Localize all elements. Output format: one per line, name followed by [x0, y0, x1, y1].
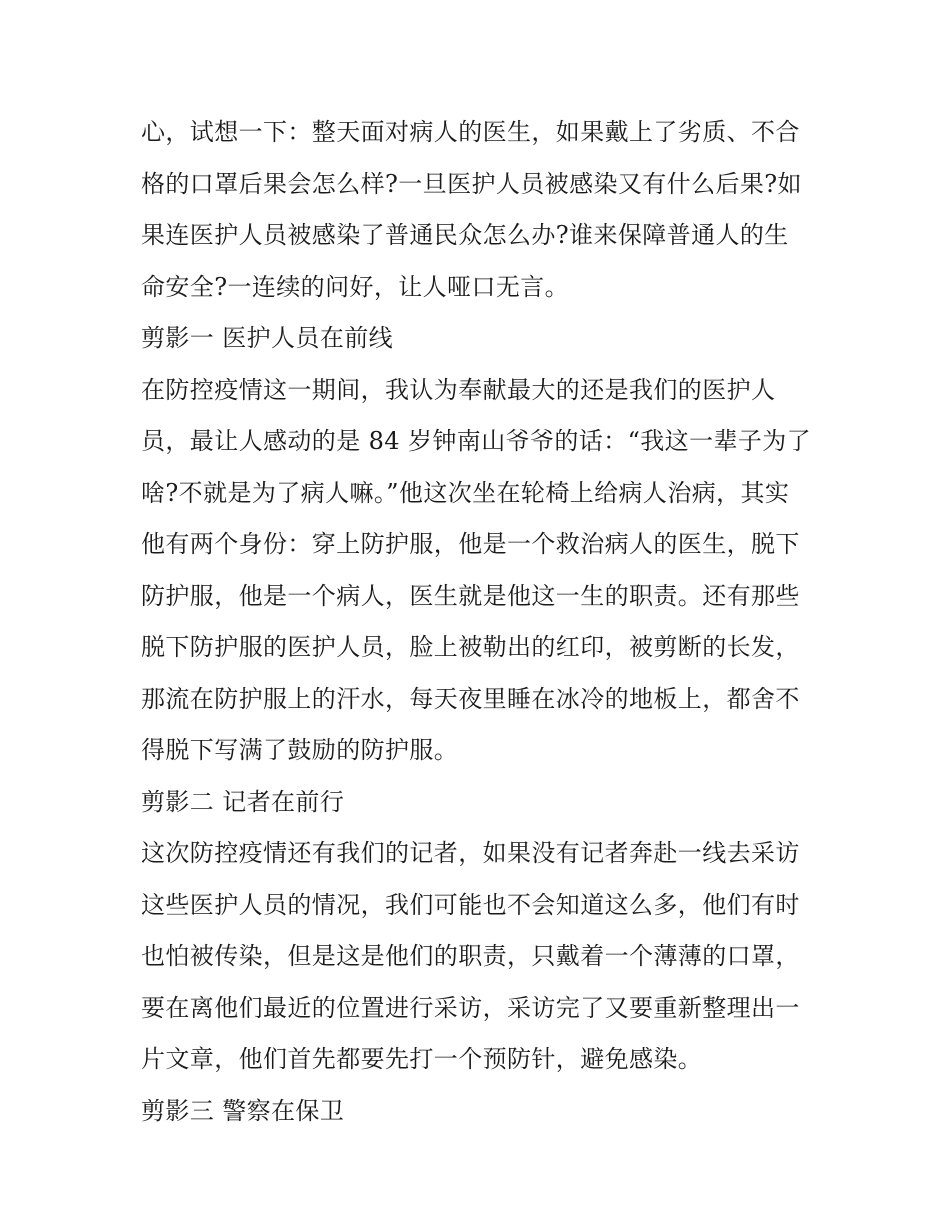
heading-text: 剪影二 记者在前行: [141, 787, 345, 816]
text-line: 命安全?一连续的问好，让人哑口无言。: [141, 272, 570, 301]
text-line: 格的口罩后果会怎么样?一旦医护人员被感染又有什么后果?如: [141, 169, 802, 198]
text-line: 那流在防护服上的汗水，每天夜里睡在冰冷的地板上，都舍不: [141, 684, 800, 713]
section-heading-reporters: [141, 777, 821, 829]
section-heading-medical-staff: [141, 313, 821, 365]
paragraph-questions: [141, 107, 821, 313]
text-line: 心，试想一下：整天面对病人的医生，如果戴上了劣质、不合: [141, 118, 800, 146]
section-heading-police: [141, 1086, 821, 1138]
heading-text: 剪影一 医护人员在前线: [141, 324, 394, 352]
text-line: 也怕被传染，但是这是他们的职责，只戴着一个薄薄的口罩，: [141, 942, 800, 970]
paragraph-reporters: [141, 828, 821, 1086]
text-line: 这些医护人员的情况，我们可能也不会知道这么多，他们有时: [141, 890, 800, 919]
text-line: 得脱下写满了鼓励的防护服。: [141, 736, 459, 764]
document-page: [141, 107, 821, 1137]
text-line: 在防控疫情这一期间，我认为奉献最大的还是我们的医护人: [141, 375, 776, 404]
text-line: 要在离他们最近的位置进行采访，采访完了又要重新整理出一: [141, 993, 800, 1022]
text-line: 他有两个身份：穿上防护服，他是一个救治病人的医生，脱下: [141, 530, 800, 558]
text-line: 防护服，他是一个病人，医生就是他这一生的职责。还有那些: [141, 581, 800, 610]
paragraph-medical-staff: [141, 365, 821, 777]
text-line: 脱下防护服的医护人员，脸上被勒出的红印，被剪断的长发，: [141, 633, 800, 661]
text-line: 这次防控疫情还有我们的记者，如果没有记者奔赴一线去采访: [141, 839, 800, 867]
text-line: 果连医护人员被感染了普通民众怎么办?谁来保障普通人的生: [141, 221, 789, 249]
text-line: 员，最让人感动的是 84 岁钟南山爷爷的话：“我这一辈子为了: [141, 427, 812, 455]
text-line: 啥?不就是为了病人嘛。”他这次坐在轮椅上给病人治病，其实: [141, 478, 790, 507]
text-line: 片文章，他们首先都要先打一个预防针，避免感染。: [141, 1045, 703, 1073]
heading-text: 剪影三 警察在保卫: [141, 1096, 345, 1125]
